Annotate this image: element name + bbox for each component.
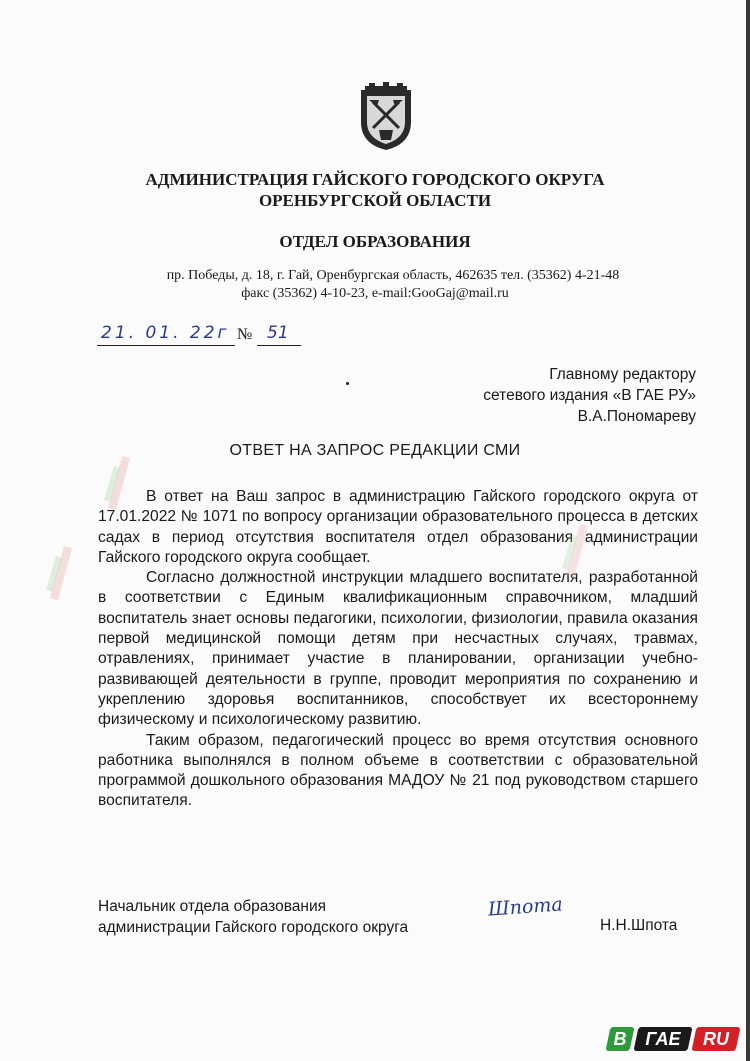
watermark-icon [102, 448, 132, 510]
address-line1: пр. Победы, д. 18, г. Гай, Оренбургская область, 462635 тел. (35362) 4-21-48 [166, 268, 620, 283]
signatory-name: Н.Н.Шпота [600, 917, 678, 934]
signatory-position [98, 896, 408, 938]
org-name-line1: АДМИНИСТРАЦИЯ ГАЙСКОГО ГОРОДСКОГО ОКРУГА [145, 170, 605, 189]
address-line2: факс (35362) 4-10-23, e-mail:GooGaj@mail.ru [241, 286, 509, 301]
registration-number: 51 [257, 324, 301, 346]
paragraph-3: Таким образом, педагогический процесс во время отсутствия основного работника выполнялся в полном объеме в соответствии с образовательной программой дошкольного образования МАДОУ № 21 под руководством старшего воспитателя. [98, 731, 698, 810]
scan-edge [746, 0, 750, 1061]
letter-body [98, 487, 698, 812]
signature-scribble: Шпота [487, 893, 564, 921]
addressee-line2: сетевого издания «В ГАЕ РУ» [483, 387, 696, 404]
registration-date: 21. 01. 22г [97, 324, 235, 346]
number-sign: № [237, 326, 253, 343]
scan-dot [346, 382, 349, 385]
handwritten-signature [487, 893, 563, 920]
addressee-block [483, 364, 696, 427]
letter-title: ОТВЕТ НА ЗАПРОС РЕДАКЦИИ СМИ [229, 442, 521, 459]
paragraph-2: Согласно должностной инструкции младшего воспитателя, разработанной в соответствии с Единым квалификационным справочником, младший воспитатель знает основы педагогики, психологии, физиологии, правила оказания первой медицинской помощи детям при несчастных случаях, травмах, отравлениях, принимает участие в планировании, организации учебно-развивающей деятельности в группе, проводит мероприятия по сохранению и укреплению здоровья воспитанников, способствует их всестороннему физическому и психологическому развитию. [98, 569, 698, 729]
paragraph-1: В ответ на Ваш запрос в администрацию Гайского городского округа от 17.01.2022 № 1071 по вопросу организации образовательного процесса в детских садах в период отсутствия воспитателя отдел образования администрации Гайского городского округа сообщает. [98, 488, 698, 566]
org-name-line2: ОРЕНБУРГСКОЙ ОБЛАСТИ [258, 191, 492, 210]
addressee-line3: В.А.Пономареву [577, 408, 696, 425]
department-name: ОТДЕЛ ОБРАЗОВАНИЯ [279, 232, 471, 251]
watermark-icon [44, 538, 74, 600]
position-line2: администрации Гайского городского округа [98, 919, 409, 936]
logo-part-ru: RU [691, 1027, 740, 1051]
logo-part-gae: ГАЕ [633, 1027, 692, 1051]
coat-of-arms-icon [357, 82, 415, 152]
logo-part-b: В [605, 1027, 634, 1051]
position-line1: Начальник отдела образования [98, 898, 326, 915]
watermark-icon [560, 516, 590, 578]
addressee-line1: Главному редактору [549, 366, 696, 383]
